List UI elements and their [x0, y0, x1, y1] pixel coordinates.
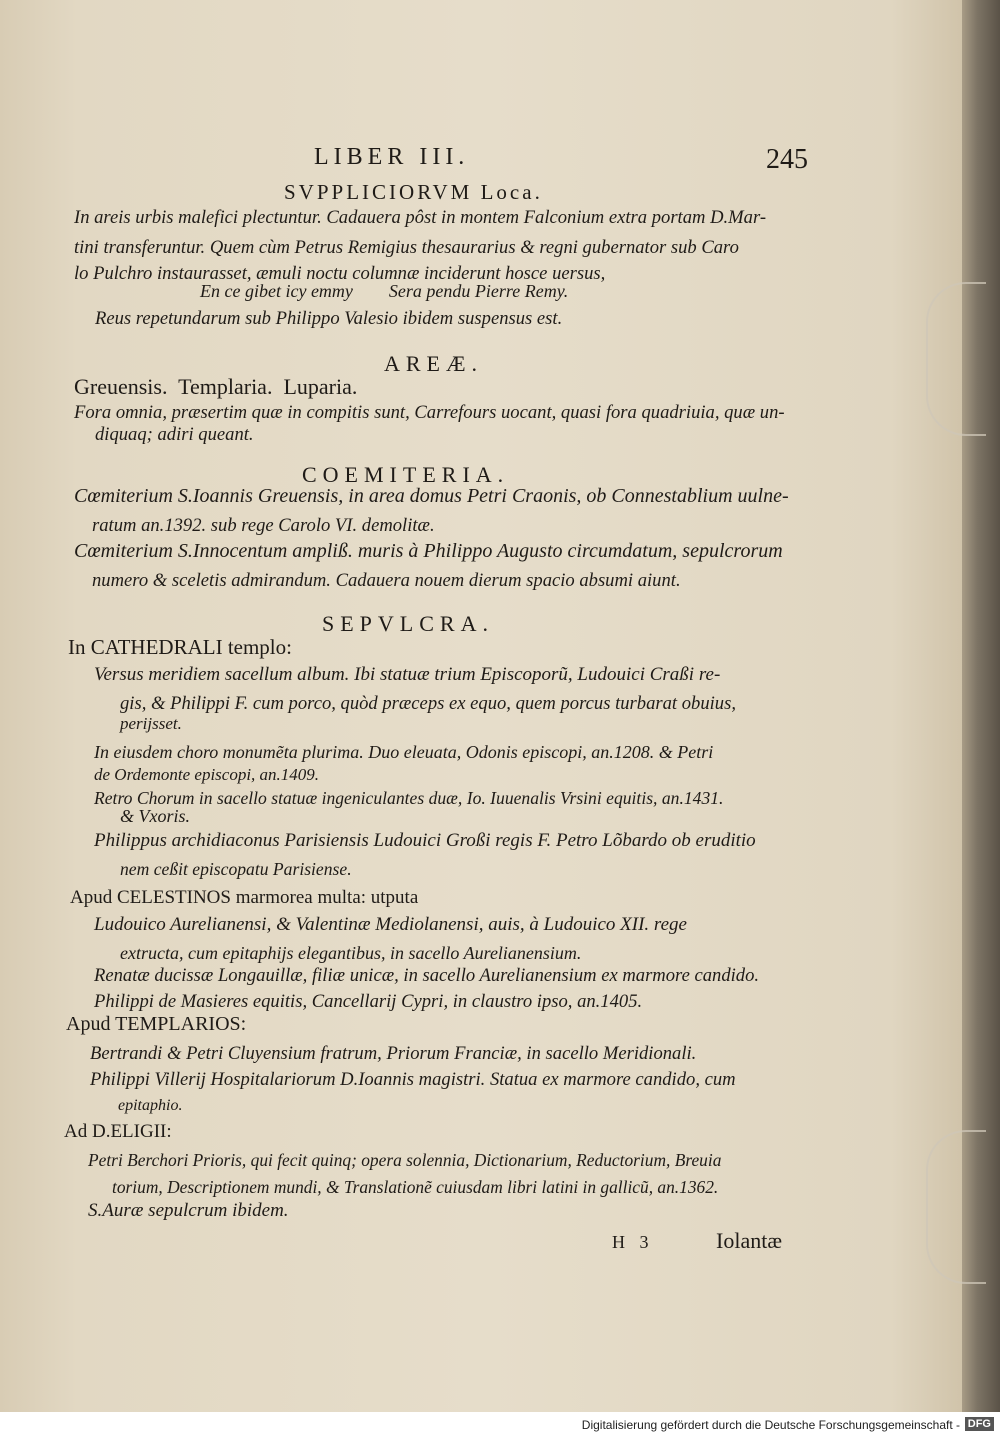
- text-line: Philippi Villerij Hospitalariorum D.Ioannis magistri. Statua ex marmore candido, cum: [90, 1069, 736, 1090]
- text-line: S.Auræ sepulcrum ibidem.: [88, 1200, 289, 1221]
- text-line: In areis urbis malefici plectuntur. Cadauera pôst in montem Falconium extra portam D.Mar-: [74, 207, 767, 228]
- text-line: torium, Descriptionem mundi, & Translationẽ cuiusdam libri latini in gallicũ, an.1362.: [112, 1177, 719, 1197]
- text-line: Greuensis. Templaria. Luparia.: [74, 374, 358, 399]
- heading-areae: AREÆ.: [384, 351, 484, 376]
- footer-credit: Digitalisierung gefördert durch die Deutsche Forschungsgemeinschaft -: [581, 1418, 960, 1432]
- text-line: Philippus archidiaconus Parisiensis Ludouici Großi regis F. Petro Lõbardo ob eruditio: [94, 830, 756, 851]
- text-line: In eiusdem choro monumẽta plurima. Duo eleuata, Odonis episcopi, an.1208. & Petri: [94, 742, 714, 762]
- text-line: Bertrandi & Petri Cluyensium fratrum, Priorum Franciæ, in sacello Meridionali.: [90, 1043, 697, 1064]
- text-line: Fora omnia, præsertim quæ in compitis sunt, Carrefours uocant, quasi fora quadriuia, quæ un-: [74, 402, 785, 423]
- catchword: Iolantæ: [716, 1228, 782, 1253]
- subheading-cathedrali: In CATHEDRALI templo:: [68, 635, 292, 659]
- text-line: Petri Berchori Prioris, qui fecit quinq; opera solennia, Dictionarium, Reductorium, Breuia: [88, 1150, 722, 1170]
- text-line: Cœmiterium S.Ioannis Greuensis, in area domus Petri Craonis, ob Connestablium uulne-: [74, 485, 789, 507]
- subheading-eligii: Ad D.ELIGII:: [64, 1121, 172, 1142]
- text-line: diquaq; adiri queant.: [95, 424, 254, 445]
- clip-mark-top: [926, 282, 986, 436]
- text-line: Reus repetundarum sub Philippo Valesio ibidem suspensus est.: [95, 308, 563, 329]
- text-line: lo Pulchro instaurasset, æmuli noctu columnæ inciderunt hosce uersus,: [74, 263, 606, 284]
- text-line: Ludouico Aurelianensi, & Valentinæ Mediolanensi, auis, à Ludouico XII. rege: [94, 914, 687, 935]
- text-line: & Vxoris.: [120, 806, 190, 826]
- heading-supplicia: SVPPLICIORVM Loca.: [284, 180, 543, 204]
- verse-line: En ce gibet icy emmy Sera pendu Pierre Remy.: [200, 281, 569, 301]
- subheading-celestinos: Apud CELESTINOS marmorea multa: utputa: [70, 887, 419, 908]
- text-line: Philippi de Masieres equitis, Cancellarij Cypri, in claustro ipso, an.1405.: [94, 991, 643, 1012]
- footer-bar: [0, 1412, 1000, 1438]
- text-line: Versus meridiem sacellum album. Ibi statuæ trium Episcoporũ, Ludouici Craßi re-: [94, 664, 721, 685]
- text-line: perijsset.: [120, 714, 182, 733]
- text-line: tini transferuntur. Quem cùm Petrus Remigius thesaurarius & regni gubernator sub Caro: [74, 237, 739, 258]
- text-line: gis, & Philippi F. cum porco, quòd præceps ex equo, quem porcus turbarat obuius,: [120, 693, 736, 714]
- text-line: Retro Chorum in sacello statuæ ingeniculantes duæ, Io. Iuuenalis Vrsini equitis, an.1431.: [94, 788, 724, 808]
- text-line: epitaphio.: [118, 1097, 183, 1114]
- running-title: LIBER III.: [314, 144, 470, 170]
- page-number: 245: [766, 144, 808, 175]
- heading-coemiteria: COEMITERIA.: [302, 462, 510, 487]
- text-line: Renatæ ducissæ Longauillæ, filiæ unicæ, in sacello Aurelianensium ex marmore candido.: [94, 965, 760, 986]
- signature-mark: H 3: [612, 1232, 649, 1252]
- text-line: ratum an.1392. sub rege Carolo VI. demolitæ.: [92, 515, 435, 536]
- text-line: nem ceßit episcopatu Parisiense.: [120, 859, 352, 879]
- clip-mark-bottom: [926, 1130, 986, 1284]
- dfg-logo: DFG: [965, 1417, 994, 1431]
- text-line: Cœmiterium S.Innocentum ampliß. muris à Philippo Augusto circumdatum, sepulcrorum: [74, 540, 783, 562]
- text-line: extructa, cum epitaphijs elegantibus, in sacello Aurelianensium.: [120, 943, 582, 963]
- text-line: numero & sceletis admirandum. Cadauera nouem dierum spacio absumi aiunt.: [92, 570, 681, 591]
- heading-sepulcra: SEPVLCRA.: [322, 611, 494, 636]
- subheading-templarios: Apud TEMPLARIOS:: [66, 1013, 247, 1035]
- text-line: de Ordemonte episcopi, an.1409.: [94, 765, 320, 784]
